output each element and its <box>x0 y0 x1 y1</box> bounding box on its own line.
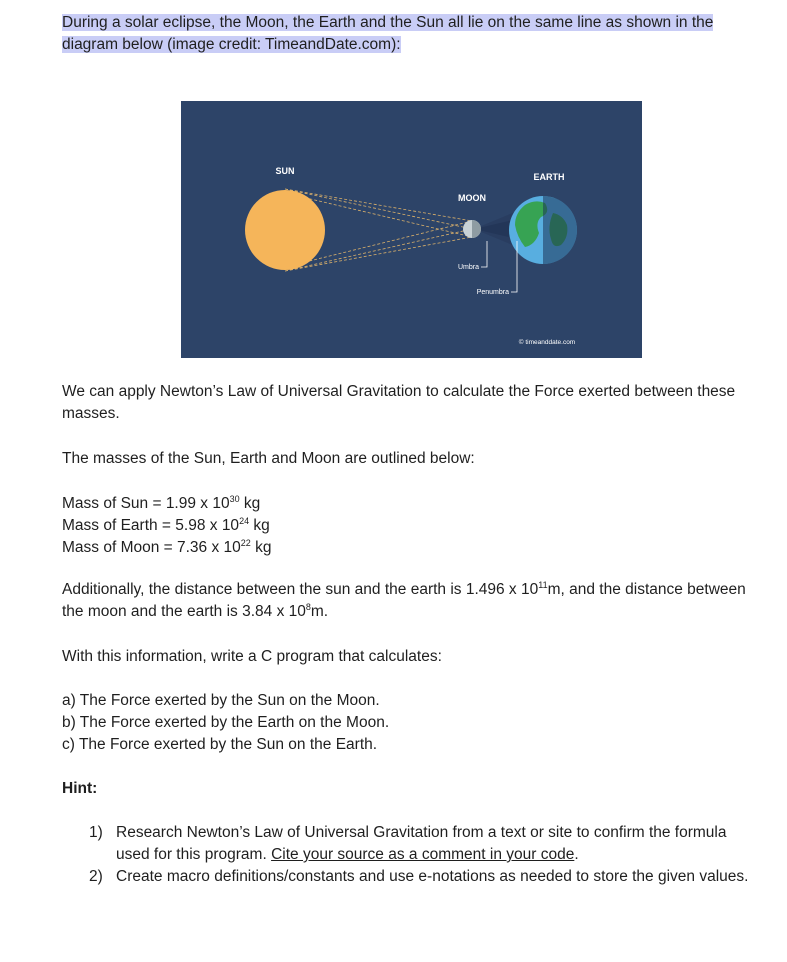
moon-icon <box>463 220 481 238</box>
task-list <box>62 690 389 756</box>
earth-label: EARTH <box>533 172 565 182</box>
intro-paragraph <box>62 12 762 56</box>
mass-list <box>62 493 271 559</box>
hint-list <box>89 822 749 888</box>
cite-source-emphasis: Cite your source as a comment in your code <box>271 846 575 863</box>
task-item: a) The Force exerted by the Sun on the Moon. <box>62 692 380 709</box>
hint-heading: Hint: <box>62 780 98 797</box>
mass-sun: Mass of Sun = 1.99 x $10^{30}$ kg <box>62 493 261 512</box>
task-item: c) The Force exerted by the Sun on the Earth. <box>62 736 378 753</box>
moon-label: MOON <box>458 193 486 203</box>
umbra-label: Umbra <box>457 264 479 271</box>
solar-eclipse-diagram <box>181 101 642 358</box>
intro-line-2: diagram below (image credit: TimeandDate.com): <box>62 36 401 53</box>
penumbra-label: Penumbra <box>476 289 509 296</box>
earth-icon <box>509 196 577 264</box>
mass-moon: Mass of Moon = 7.36 x $10^{22}$ kg <box>62 537 272 556</box>
hint-item: 1) Research Newton’s Law of Universal Gravitation from a text or site to confirm the formula used for this program. Cite your source as a comment in your code. <box>89 824 727 863</box>
sun-icon <box>245 190 325 270</box>
sun-label: SUN <box>275 166 295 176</box>
image-credit: © timeanddate.com <box>518 339 576 346</box>
gravitation-paragraph: We can apply Newton’s Law of Universal Gravitation to calculate the Force exerted between these masses. <box>62 383 736 422</box>
task-item: b) The Force exerted by the Earth on the Moon. <box>62 714 390 731</box>
task-intro: With this information, write a C program that calculates: <box>62 648 442 665</box>
hint-item: 2) Create macro definitions/constants and use e-notations as needed to store the given values. <box>89 868 749 885</box>
masses-intro: The masses of the Sun, Earth and Moon are outlined below: <box>62 450 475 467</box>
leader-lines <box>481 241 517 292</box>
mass-earth: Mass of Earth = 5.98 x $10^{24}$ kg <box>62 515 270 534</box>
intro-line-1: During a solar eclipse, the Moon, the Earth and the Sun all lie on the same line as shown in the <box>62 14 714 31</box>
distance-paragraph: Additionally, the distance between the sun and the earth is 1.496 x $10^{11}m$, and the distance between the moon and the earth is 3.84 x $10^8m$. <box>62 579 746 620</box>
